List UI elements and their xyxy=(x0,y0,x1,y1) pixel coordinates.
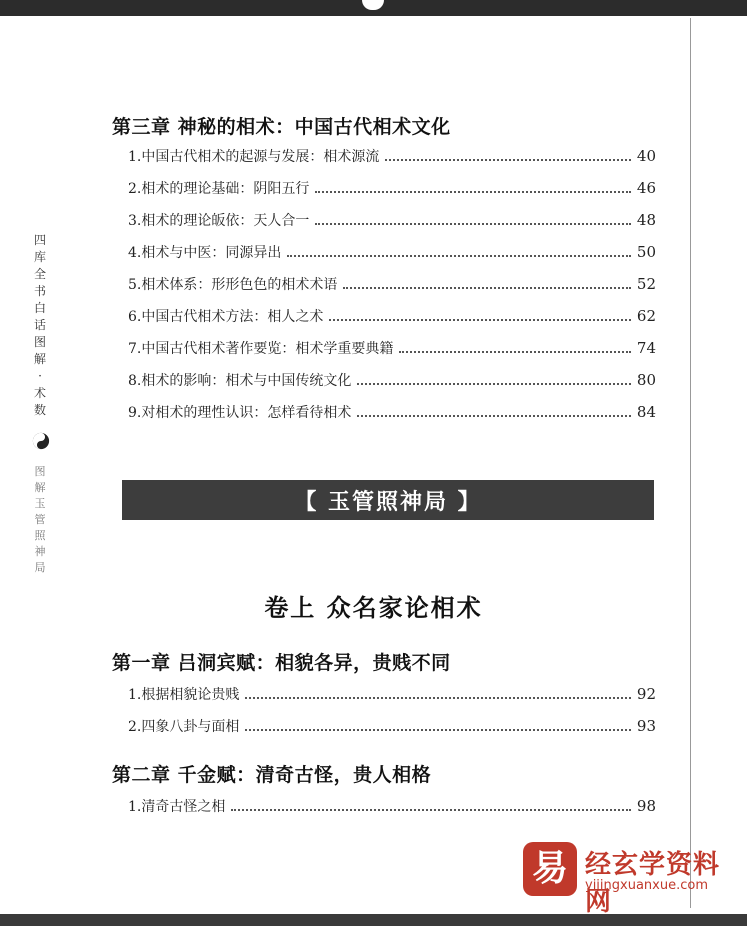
toc-entry-title: 6.中国古代相术方法：相人之术 xyxy=(128,309,324,325)
toc-entry[interactable] xyxy=(128,684,656,706)
toc-entry-title: 1.根据相貌论贵贱 xyxy=(128,687,240,703)
toc-leader xyxy=(329,318,631,321)
spine-char: 图 xyxy=(33,335,46,349)
toc-page-number: 40 xyxy=(636,147,656,165)
toc-page-number: 92 xyxy=(636,685,656,703)
toc-page-number: 48 xyxy=(636,211,656,229)
spine-sub-char: 管 xyxy=(34,513,46,526)
toc-leader xyxy=(315,222,631,225)
page-margin-rule xyxy=(690,18,691,908)
spine-sub-char: 照 xyxy=(34,529,46,542)
spine-char: · xyxy=(38,369,42,383)
spine-subtitle xyxy=(30,464,50,576)
toc-entry-title: 1.清奇古怪之相 xyxy=(128,799,226,815)
toc-leader xyxy=(245,728,631,731)
toc-entry-title: 2.相术的理论基础：阴阳五行 xyxy=(128,181,310,197)
toc-leader xyxy=(399,350,631,353)
spine-sub-char: 神 xyxy=(34,545,46,558)
spine-char: 书 xyxy=(33,284,46,298)
toc-entry-title: 4.相术与中医：同源异出 xyxy=(128,245,282,261)
toc-page-number: 52 xyxy=(636,275,656,293)
toc-leader xyxy=(245,696,631,699)
toc-leader xyxy=(385,158,631,161)
spine-title xyxy=(30,232,50,419)
spine-char: 库 xyxy=(33,250,46,264)
toc-entry-title: 7.中国古代相术著作要览：相术学重要典籍 xyxy=(128,341,394,357)
toc-entry[interactable] xyxy=(128,274,656,296)
toc-leader xyxy=(315,190,631,193)
spine-char: 白 xyxy=(33,301,46,315)
toc-page-number: 84 xyxy=(636,403,656,421)
toc-page-number: 62 xyxy=(636,307,656,325)
toc-leader xyxy=(231,808,631,811)
toc-entry[interactable] xyxy=(128,402,656,424)
toc-entry[interactable] xyxy=(128,796,656,818)
toc-page-number: 74 xyxy=(636,339,656,357)
toc-page-number: 50 xyxy=(636,243,656,261)
toc-page-number: 98 xyxy=(636,797,656,815)
spine-char: 全 xyxy=(33,267,46,281)
toc-entry[interactable] xyxy=(128,242,656,264)
taiji-icon xyxy=(32,432,50,450)
watermark-url: yijingxuanxue.com xyxy=(585,878,708,893)
toc-entry[interactable] xyxy=(128,338,656,360)
section-banner: 【 玉管照神局 】 xyxy=(122,480,654,520)
volume-heading: 卷上 众名家论相术 xyxy=(264,594,483,622)
chapter-2-title: 第二章 千金赋：清奇古怪，贵人相格 xyxy=(112,764,432,786)
toc-entry[interactable] xyxy=(128,210,656,232)
spine-char: 数 xyxy=(33,403,46,417)
site-watermark xyxy=(523,838,723,917)
toc-entry[interactable] xyxy=(128,178,656,200)
toc-entry-title: 5.相术体系：形形色色的相术术语 xyxy=(128,277,338,293)
spine-sub-char: 局 xyxy=(34,561,46,574)
toc-leader xyxy=(343,286,631,289)
watermark-site-name: 经玄学资料网 xyxy=(585,850,721,917)
toc-page-number: 46 xyxy=(636,179,656,197)
toc-leader xyxy=(287,254,631,257)
toc-entry-title: 3.相术的理论皈依：天人合一 xyxy=(128,213,310,229)
toc-page-number: 80 xyxy=(636,371,656,389)
spine-char: 话 xyxy=(33,318,46,332)
toc-page-number: 93 xyxy=(636,717,656,735)
spine-sub-char: 解 xyxy=(34,481,46,494)
toc-entry[interactable] xyxy=(128,370,656,392)
spine-char: 术 xyxy=(33,386,46,400)
toc-entry-title: 2.四象八卦与面相 xyxy=(128,719,240,735)
spine-sub-char: 图 xyxy=(34,465,46,478)
toc-entry-title: 9.对相术的理性认识：怎样看待相术 xyxy=(128,405,352,421)
toc-entry[interactable] xyxy=(128,306,656,328)
spine-sub-char: 玉 xyxy=(34,497,46,510)
spine-char: 四 xyxy=(33,233,46,247)
toc-entry-title: 8.相术的影响：相术与中国传统文化 xyxy=(128,373,352,389)
toc-leader xyxy=(357,382,631,385)
site-logo-icon: 易 xyxy=(523,842,577,896)
spine-char: 解 xyxy=(33,352,46,366)
toc-leader xyxy=(357,414,631,417)
toc-entry-title: 1.中国古代相术的起源与发展：相术源流 xyxy=(128,149,380,165)
chapter-1-title: 第一章 吕洞宾赋：相貌各异，贵贱不同 xyxy=(112,652,451,674)
chapter-3-title: 第三章 神秘的相术：中国古代相术文化 xyxy=(112,116,451,138)
toc-entry[interactable] xyxy=(128,146,656,168)
toc-entry[interactable] xyxy=(128,716,656,738)
